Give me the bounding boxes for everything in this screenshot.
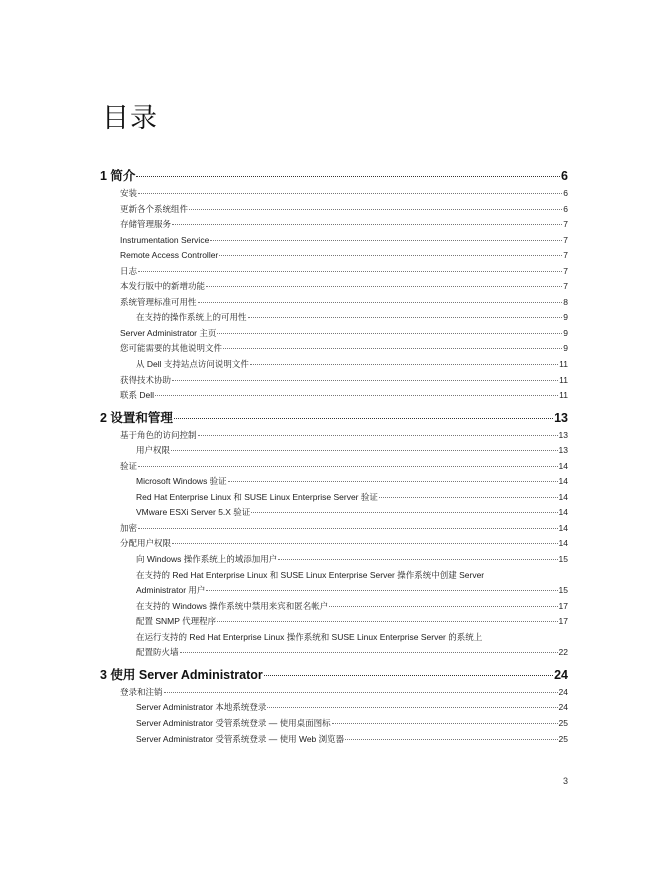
entry-page: 17 [558, 600, 568, 611]
leader-dots [138, 466, 558, 467]
leader-dots [329, 606, 557, 607]
leader-dots [172, 380, 558, 381]
entry-page: 22 [558, 647, 568, 658]
entry-page: 7 [563, 281, 568, 292]
chapter-page: 24 [554, 667, 568, 682]
leader-dots [138, 528, 558, 529]
leader-dots [155, 395, 558, 396]
entry-title: 从 Dell 支持站点访问说明文件 [136, 359, 249, 370]
toc-subentry[interactable] [100, 474, 568, 490]
entry-title: Server Administrator 受管系统登录 — 使用桌面图标 [136, 717, 331, 728]
toc-entry[interactable] [100, 326, 568, 342]
entry-title: Microsoft Windows 验证 [136, 476, 227, 487]
leader-dots [171, 450, 558, 451]
entry-title: 验证 [120, 460, 138, 471]
toc-entry[interactable] [100, 388, 568, 404]
toc-entry[interactable] [100, 373, 568, 389]
entry-page: 24 [558, 686, 568, 697]
entry-title: 基于角色的访问控制 [120, 429, 197, 440]
toc-chapter-heading[interactable] [100, 410, 568, 427]
toc-entry[interactable] [100, 248, 568, 264]
leader-dots [217, 333, 562, 334]
entry-title: VMware ESXi Server 5.X 验证 [136, 507, 251, 518]
entry-page: 9 [563, 327, 568, 338]
entry-title: 存储管理服务 [120, 219, 172, 230]
entry-page: 9 [563, 312, 568, 323]
entry-page: 7 [563, 219, 568, 230]
leader-dots [198, 302, 563, 303]
toc-subentry[interactable] [100, 599, 568, 615]
toc-entry[interactable] [100, 264, 568, 280]
toc-entry[interactable] [100, 217, 568, 233]
entry-page: 11 [559, 390, 568, 401]
leader-dots [250, 364, 558, 365]
toc-entry[interactable] [100, 186, 568, 202]
chapter-title: 3 使用 Server Administrator [100, 667, 263, 682]
toc-subentry[interactable] [100, 614, 568, 630]
leader-dots [267, 707, 557, 708]
toc-subentry[interactable] [100, 490, 568, 506]
toc-entry[interactable] [100, 536, 568, 552]
entry-page: 15 [558, 585, 568, 596]
table-of-contents [100, 168, 568, 753]
entry-page: 14 [558, 491, 568, 502]
toc-subentry[interactable] [100, 700, 568, 716]
toc-entry[interactable] [100, 202, 568, 218]
entry-page: 14 [558, 476, 568, 487]
entry-title: Red Hat Enterprise Linux 和 SUSE Linux Enterprise Server 验证 [136, 491, 378, 502]
entry-title: 日志 [120, 265, 138, 276]
entry-title: 在支持的 Windows 操作系统中禁用来宾和匿名帐户 [136, 600, 329, 611]
entry-page: 8 [563, 296, 568, 307]
leader-dots [379, 497, 558, 498]
entry-page: 25 [558, 717, 568, 728]
leader-dots [164, 692, 558, 693]
leader-dots [228, 481, 558, 482]
leader-dots [223, 348, 562, 349]
toc-subentry[interactable] [100, 552, 568, 568]
entry-title: Server Administrator 受管系统登录 — 使用 Web 浏览器 [136, 733, 345, 744]
entry-page: 17 [558, 616, 568, 627]
toc-chapter-2 [100, 410, 568, 661]
entry-page: 14 [558, 507, 568, 518]
leader-dots [180, 652, 558, 653]
leader-dots [206, 590, 557, 591]
toc-entry[interactable] [100, 233, 568, 249]
entry-title: 安装 [120, 188, 138, 198]
leader-dots [345, 739, 557, 740]
toc-entry[interactable] [100, 459, 568, 475]
toc-subentry[interactable] [100, 443, 568, 459]
toc-entry[interactable] [100, 341, 568, 357]
chapter-page: 13 [554, 410, 568, 425]
toc-subentry[interactable] [100, 645, 568, 661]
leader-dots [248, 317, 563, 318]
toc-subentry-wrapped-line[interactable]: 在运行支持的 Red Hat Enterprise Linux 操作系统和 SUSE Linux Enterprise Server 的系统上 [136, 631, 483, 642]
entry-title: 登录和注销 [120, 686, 163, 697]
entry-page: 6 [563, 188, 568, 198]
entry-page: 11 [559, 359, 568, 370]
page-number: 3 [563, 776, 569, 786]
leader-dots [189, 209, 562, 210]
entry-page: 14 [558, 460, 568, 471]
leader-dots [198, 435, 558, 436]
leader-dots [138, 193, 562, 194]
toc-chapter-3 [100, 667, 568, 747]
chapter-page: 6 [561, 169, 568, 183]
entry-title: 用户权限 [136, 445, 171, 456]
entry-title: Remote Access Controller [120, 250, 219, 261]
leader-dots [206, 286, 562, 287]
entry-title: 更新各个系统组件 [120, 203, 189, 214]
entry-title: 配置 SNMP 代理程序 [136, 616, 217, 627]
entry-title: 分配用户权限 [120, 538, 172, 549]
chapter-title: 2 设置和管理 [100, 410, 173, 425]
entry-page: 7 [563, 234, 568, 245]
entry-title: 联系 Dell [120, 390, 155, 401]
leader-dots [172, 543, 558, 544]
toc-subentry[interactable] [100, 505, 568, 521]
entry-page: 13 [558, 429, 568, 440]
entry-title: 配置防火墙 [136, 647, 179, 658]
leader-dots [217, 621, 557, 622]
toc-subentry[interactable] [100, 583, 568, 599]
entry-title: 向 Windows 操作系统上的域添加用户 [136, 554, 278, 565]
leader-dots [210, 240, 562, 241]
entry-page: 7 [563, 250, 568, 261]
entry-page: 14 [558, 522, 568, 533]
toc-entry[interactable] [100, 279, 568, 295]
entry-page: 15 [558, 554, 568, 565]
leader-dots [174, 418, 553, 419]
toc-subentry[interactable] [100, 357, 568, 373]
leader-dots [136, 176, 560, 177]
toc-entry[interactable] [100, 428, 568, 444]
entry-title: 您可能需要的其他说明文件 [120, 343, 223, 354]
entry-page: 24 [558, 702, 568, 713]
leader-dots [332, 723, 558, 724]
entry-title: 系统管理标准可用性 [120, 296, 197, 307]
toc-subentry-wrapped-line[interactable]: 在支持的 Red Hat Enterprise Linux 和 SUSE Linux Enterprise Server 操作系统中创建 Server [136, 569, 485, 580]
entry-page: 14 [558, 538, 568, 549]
toc-subentry[interactable] [100, 732, 568, 748]
entry-title: Instrumentation Service [120, 234, 210, 245]
leader-dots [264, 675, 553, 676]
entry-title: Administrator 用户 [136, 585, 206, 596]
entry-page: 6 [563, 203, 568, 214]
entry-page: 11 [559, 374, 568, 385]
toc-entry[interactable] [100, 295, 568, 311]
entry-title: 加密 [120, 522, 138, 533]
leader-dots [251, 512, 557, 513]
entry-title: 在支持的操作系统上的可用性 [136, 312, 247, 323]
entry-page: 25 [558, 733, 568, 744]
leader-dots [138, 271, 562, 272]
entry-title: Server Administrator 本地系统登录 [136, 702, 267, 713]
toc-title: 目录 [102, 103, 158, 134]
toc-subentry[interactable] [100, 716, 568, 732]
entry-title: 本发行版中的新增功能 [120, 281, 206, 292]
entry-page: 13 [558, 445, 568, 456]
chapter-title: 1 简介 [100, 169, 136, 183]
toc-chapter-heading[interactable] [100, 168, 568, 185]
toc-chapter-heading[interactable] [100, 667, 568, 684]
leader-dots [219, 255, 562, 256]
toc-entry[interactable] [100, 521, 568, 537]
entry-title: 获得技术协助 [120, 374, 172, 385]
toc-chapter-1 [100, 168, 568, 404]
toc-entry[interactable] [100, 685, 568, 701]
entry-page: 7 [563, 265, 568, 276]
toc-subentry[interactable] [100, 310, 568, 326]
entry-title: Server Administrator 主页 [120, 327, 217, 338]
entry-page: 9 [563, 343, 568, 354]
leader-dots [172, 224, 562, 225]
leader-dots [278, 559, 557, 560]
